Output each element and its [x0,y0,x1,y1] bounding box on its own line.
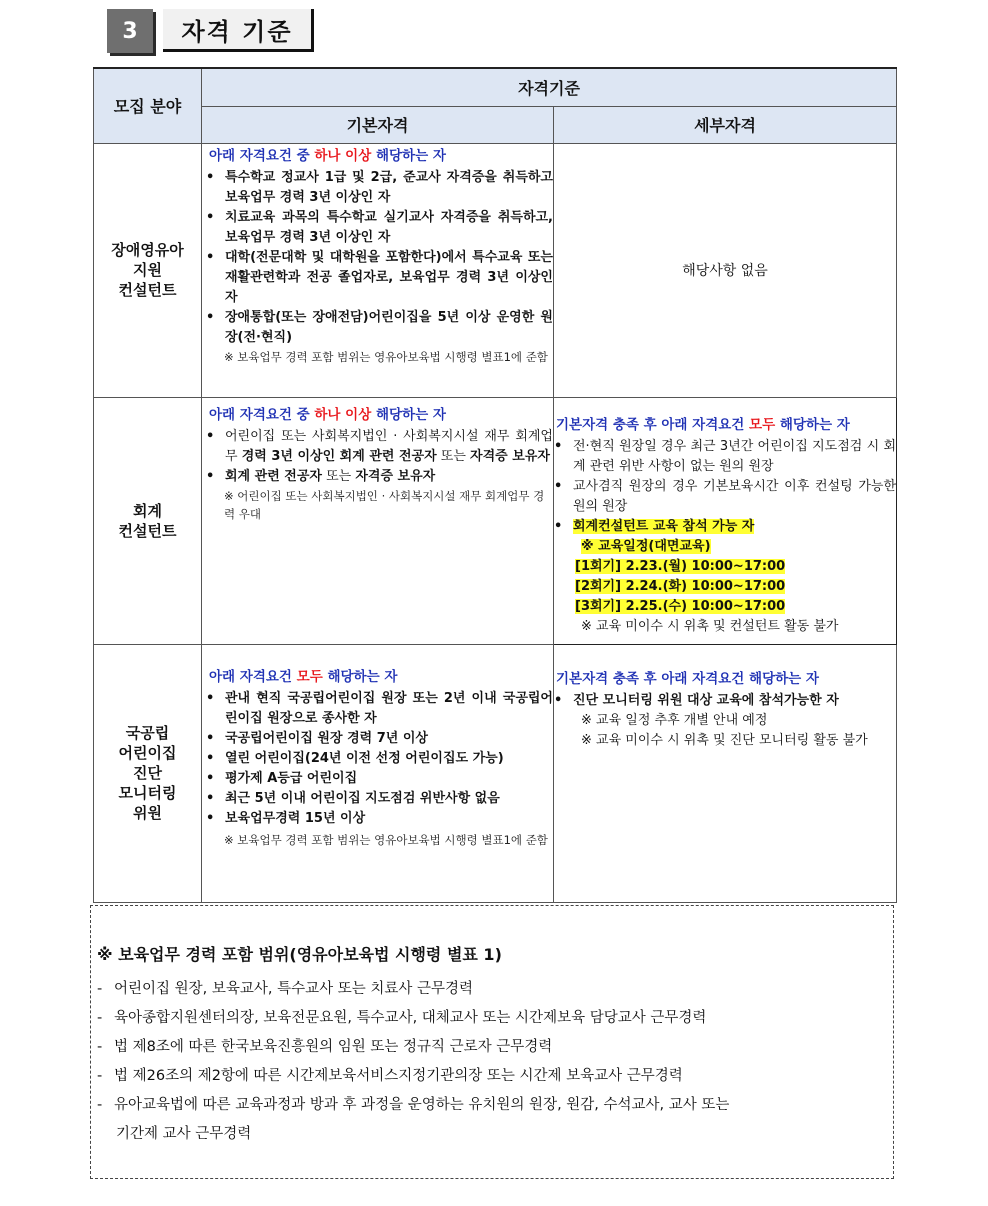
bullet-list [202,427,553,487]
lead-text: 아래 자격요건 중 하나 이상 해당하는 자 [209,406,446,423]
table-row [94,397,897,644]
schedule-title: ※ 교육일정(대면교육) [581,538,711,554]
list-item: • 어린이집 또는 사회복지법인 · 사회복지시설 재무 회계업무 경력 3년 이상인 회계 관련 전공자 또는 자격증 보유자 [202,427,553,467]
list-item: • 평가제 A등급 어린이집 [202,769,553,789]
bullet-list [550,437,896,537]
basic-qualification [202,644,554,902]
list-item: • 최근 5년 이내 어린이집 지도점검 위반사항 없음 [202,789,553,809]
detail-qualification [554,644,897,902]
experience-scope-note [90,905,894,1179]
list-item: • 보육업무경력 15년 이상 [202,809,553,829]
list-item: • 특수학교 정교사 1급 및 2급, 준교사 자격증을 취득하고 보육업무 경력 3년 이상인 자 [202,168,553,208]
note-text: ※ 교육 일정 추후 개별 안내 예정 [581,712,768,728]
field-disabled-consultant [94,143,202,397]
lead-text: 기본자격 충족 후 아래 자격요건 모두 해당하는 자 [556,416,850,433]
qualification-table [93,67,897,903]
header-field: 모집 분야 [94,68,202,143]
note-text: ※ 보육업무 경력 포함 범위는 영유아보육법 시행령 별표1에 준함 [224,832,548,847]
note-item: - 법 제26조의 제2항에 따른 시간제보육서비스지정기관의장 또는 시간제 보육교사 근무경력 [97,1068,683,1084]
list-item: • 열린 어린이집(24년 이전 선정 어린이집도 가능) [202,749,553,769]
lead-text: 아래 자격요건 모두 해당하는 자 [209,668,398,685]
note-text: ※ 어린이집 또는 사회복지법인 · 사회복지시설 재무 회계업무 경력 우대 [224,488,545,521]
section-header [107,9,317,55]
note-item: - 유아교육법에 따른 교육과정과 방과 후 과정을 운영하는 유치원의 원장, 원감, 수석교사, 교사 또는 [97,1097,730,1113]
header-detail: 세부자격 [554,106,897,143]
list-item-highlight: • 회계컨설턴트 교육 참석 가능 자 [550,517,896,537]
field-line: 위원 [133,804,162,822]
schedule-block [554,537,896,637]
field-line: 어린이집 [118,744,177,762]
list-item: • 관내 현직 국공립어린이집 원장 또는 2년 이내 국공립어린이집 원장으로 종사한 자 [202,689,553,729]
field-line: 컨설턴트 [118,281,177,299]
basic-qualification [202,143,554,397]
section-title: 자격 기준 [163,9,314,52]
note-block [554,711,896,751]
list-item: • 국공립어린이집 원장 경력 7년 이상 [202,729,553,749]
bullet-list [202,168,553,348]
list-item: • 치료교육 과목의 특수학교 실기교사 자격증을 취득하고, 보육업무 경력 3년 이상인 자 [202,208,553,248]
session-2: [2회기] 2.24.(화) 10:00~17:00 [575,578,786,594]
note-title: ※ 보육업무 경력 포함 범위(영유아보육법 시행령 별표 1) [97,945,502,964]
detail-qualification [554,397,897,644]
basic-qualification [202,397,554,644]
bullet-list [550,691,896,711]
note-text: ※ 교육 미이수 시 위촉 및 컨설턴트 활동 불가 [581,618,839,634]
bullet-list [202,689,553,829]
note-item: - 법 제8조에 따른 한국보육진흥원의 임원 또는 정규직 근로자 근무경력 [97,1039,553,1055]
field-line: 진단 [133,764,162,782]
field-line: 모니터링 [118,784,177,802]
note-text: ※ 교육 미이수 시 위촉 및 진단 모니터링 활동 불가 [581,732,868,748]
list-item: • 회계 관련 전공자 또는 자격증 보유자 [202,467,553,487]
field-line: 지원 [133,261,162,279]
list-item: • 전·현직 원장일 경우 최근 3년간 어린이집 지도점검 시 회계 관련 위반 사항이 없는 원의 원장 [550,437,896,477]
lead-text: 아래 자격요건 중 하나 이상 해당하는 자 [209,147,446,164]
session-1: [1회기] 2.23.(월) 10:00~17:00 [575,558,786,574]
header-basic: 기본자격 [202,106,554,143]
detail-qualification: 해당사항 없음 [554,143,897,397]
note-item: - 어린이집 원장, 보육교사, 특수교사 또는 치료사 근무경력 [97,981,474,997]
field-accounting-consultant [94,397,202,644]
table-row [94,644,897,902]
session-3: [3회기] 2.25.(수) 10:00~17:00 [575,598,786,614]
field-line: 컨설턴트 [118,521,177,540]
field-line: 회계 [133,501,162,520]
list-item: • 대학(전문대학 및 대학원을 포함한다)에서 특수교육 또는 재활관련학과 전공 졸업자로, 보육업무 경력 3년 이상인 자 [202,248,553,308]
note-item: - 육아종합지원센터의장, 보육전문요원, 특수교사, 대체교사 또는 시간제보육 담당교사 근무경력 [97,1010,707,1026]
table-row [94,143,897,397]
section-number: 3 [107,9,153,53]
list-item: • 장애통합(또는 장애전담)어린이집을 5년 이상 운영한 원장(전·현직) [202,308,553,348]
note-text: ※ 보육업무 경력 포함 범위는 영유아보육법 시행령 별표1에 준함 [224,349,548,364]
header-qualification: 자격기준 [202,68,897,106]
lead-text: 기본자격 충족 후 아래 자격요건 해당하는 자 [556,670,819,687]
field-line: 장애영유아 [111,241,184,259]
list-item: • 교사겸직 원장의 경우 기본보육시간 이후 컨설팅 가능한 원의 원장 [550,477,896,517]
note-item-continued: 기간제 교사 근무경력 [116,1126,252,1142]
field-line: 국공립 [125,724,170,742]
list-item: • 진단 모니터링 위원 대상 교육에 참석가능한 자 [550,691,896,711]
field-monitoring-member [94,644,202,902]
